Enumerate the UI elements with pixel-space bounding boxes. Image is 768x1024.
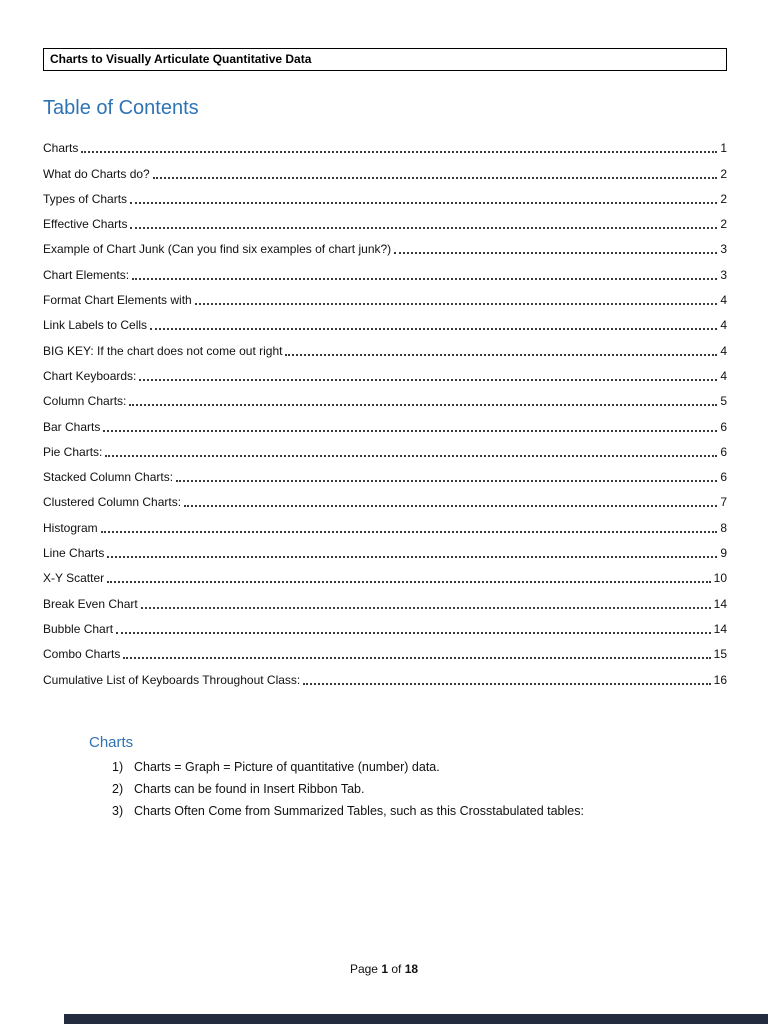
toc-entry[interactable] bbox=[43, 182, 727, 207]
toc-entry[interactable] bbox=[43, 586, 727, 611]
toc-entry[interactable] bbox=[43, 156, 727, 181]
toc-entry-label: BIG KEY: If the chart does not come out right bbox=[43, 343, 283, 358]
toc-entry-label: Link Labels to Cells bbox=[43, 318, 148, 333]
list-item-text: Charts can be found in Insert Ribbon Tab. bbox=[134, 781, 365, 796]
toc-entry[interactable] bbox=[43, 536, 727, 561]
toc-entry-label: Bar Charts bbox=[43, 419, 101, 434]
page-footer bbox=[0, 962, 768, 976]
toc-entry[interactable] bbox=[43, 359, 727, 384]
list-item bbox=[112, 804, 727, 818]
toc-entry[interactable] bbox=[43, 308, 727, 333]
viewer-bottom-bar bbox=[64, 1014, 768, 1024]
toc-entry-page: 6 bbox=[720, 444, 727, 459]
toc-entry-page: 9 bbox=[720, 546, 727, 561]
toc-dot-leader bbox=[81, 151, 717, 153]
toc-dot-leader bbox=[116, 632, 711, 634]
toc-entry-label: Types of Charts bbox=[43, 191, 128, 206]
toc-entry-page: 7 bbox=[720, 495, 727, 510]
toc-entry[interactable] bbox=[43, 207, 727, 232]
toc-dot-leader bbox=[150, 328, 717, 330]
toc-dot-leader bbox=[101, 531, 718, 533]
footer-total-pages: 18 bbox=[404, 962, 419, 976]
toc-entry-page: 6 bbox=[720, 470, 727, 485]
toc-entry[interactable] bbox=[43, 384, 727, 409]
toc-entry-label: Cumulative List of Keyboards Throughout Class: bbox=[43, 672, 301, 687]
toc-entry-label: Combo Charts bbox=[43, 647, 121, 662]
document-title: Charts to Visually Articulate Quantitative Data bbox=[50, 52, 312, 66]
toc-dot-leader bbox=[105, 455, 717, 457]
toc-entry-page: 3 bbox=[720, 267, 727, 282]
toc-entry[interactable] bbox=[43, 662, 727, 687]
list-item-text: Charts = Graph = Picture of quantitative (number) data. bbox=[134, 759, 440, 774]
toc-entry-label: Charts bbox=[43, 141, 79, 156]
toc-entry-label: Example of Chart Junk (Can you find six examples of chart junk?) bbox=[43, 242, 392, 257]
toc-entry-page: 1 bbox=[720, 141, 727, 156]
toc-entry-page: 10 bbox=[713, 571, 727, 586]
toc-dot-leader bbox=[303, 683, 710, 685]
table-of-contents bbox=[43, 131, 727, 688]
toc-dot-leader bbox=[141, 607, 711, 609]
toc-entry-page: 16 bbox=[713, 672, 727, 687]
toc-entry-label: What do Charts do? bbox=[43, 166, 150, 181]
toc-entry-page: 3 bbox=[720, 242, 727, 257]
toc-entry[interactable] bbox=[43, 409, 727, 434]
toc-dot-leader bbox=[184, 505, 717, 507]
toc-dot-leader bbox=[103, 430, 717, 432]
toc-entry[interactable] bbox=[43, 485, 727, 510]
toc-entry-page: 8 bbox=[720, 520, 727, 535]
toc-dot-leader bbox=[132, 278, 717, 280]
toc-dot-leader bbox=[285, 354, 717, 356]
footer-page-word: Page bbox=[349, 962, 382, 976]
toc-entry-page: 15 bbox=[713, 647, 727, 662]
toc-dot-leader bbox=[130, 202, 717, 204]
toc-heading: Table of Contents bbox=[43, 97, 199, 119]
toc-dot-leader bbox=[195, 303, 718, 305]
toc-entry-label: Histogram bbox=[43, 520, 98, 535]
document-title-box bbox=[43, 48, 727, 71]
charts-numbered-list bbox=[43, 760, 727, 818]
toc-entry-page: 14 bbox=[713, 621, 727, 636]
toc-entry-label: Stacked Column Charts: bbox=[43, 470, 174, 485]
toc-entry-label: Format Chart Elements with bbox=[43, 293, 192, 308]
toc-entry-label: Chart Keyboards: bbox=[43, 368, 137, 383]
toc-entry-page: 5 bbox=[720, 394, 727, 409]
footer-current-page: 1 bbox=[381, 962, 388, 976]
toc-dot-leader bbox=[139, 379, 717, 381]
toc-entry-page: 4 bbox=[720, 343, 727, 358]
section-heading-charts: Charts bbox=[89, 733, 134, 751]
toc-entry-page: 2 bbox=[720, 166, 727, 181]
toc-entry-page: 14 bbox=[713, 596, 727, 611]
list-item-number: 2) bbox=[112, 781, 124, 796]
toc-entry[interactable] bbox=[43, 612, 727, 637]
toc-entry-label: Clustered Column Charts: bbox=[43, 495, 182, 510]
footer-of-word: of bbox=[388, 962, 405, 976]
toc-entry-label: X-Y Scatter bbox=[43, 571, 105, 586]
toc-dot-leader bbox=[130, 227, 717, 229]
toc-entry-label: Line Charts bbox=[43, 546, 105, 561]
toc-dot-leader bbox=[394, 252, 717, 254]
toc-entry[interactable] bbox=[43, 257, 727, 282]
toc-entry-label: Column Charts: bbox=[43, 394, 127, 409]
toc-entry-page: 4 bbox=[720, 368, 727, 383]
list-item-text: Charts Often Come from Summarized Tables, such as this Crosstabulated tables: bbox=[134, 803, 584, 818]
toc-entry-page: 2 bbox=[720, 191, 727, 206]
toc-entry[interactable] bbox=[43, 131, 727, 156]
toc-entry-page: 2 bbox=[720, 217, 727, 232]
toc-entry[interactable] bbox=[43, 637, 727, 662]
toc-entry-label: Pie Charts: bbox=[43, 444, 103, 459]
toc-dot-leader bbox=[107, 581, 711, 583]
toc-entry[interactable] bbox=[43, 333, 727, 358]
list-item bbox=[112, 760, 727, 774]
toc-entry-label: Break Even Chart bbox=[43, 596, 138, 611]
toc-dot-leader bbox=[129, 404, 717, 406]
toc-dot-leader bbox=[123, 657, 710, 659]
toc-entry[interactable] bbox=[43, 561, 727, 586]
toc-entry-label: Effective Charts bbox=[43, 217, 128, 232]
toc-entry[interactable] bbox=[43, 435, 727, 460]
toc-entry[interactable] bbox=[43, 232, 727, 257]
list-item-number: 1) bbox=[112, 759, 124, 774]
toc-entry-page: 4 bbox=[720, 318, 727, 333]
toc-dot-leader bbox=[176, 480, 717, 482]
toc-entry[interactable] bbox=[43, 510, 727, 535]
toc-entry-page: 6 bbox=[720, 419, 727, 434]
list-item-number: 3) bbox=[112, 803, 124, 818]
list-item bbox=[112, 782, 727, 796]
toc-entry-label: Bubble Chart bbox=[43, 621, 114, 636]
toc-entry-label: Chart Elements: bbox=[43, 267, 130, 282]
toc-entry[interactable] bbox=[43, 460, 727, 485]
toc-dot-leader bbox=[153, 177, 718, 179]
toc-dot-leader bbox=[107, 556, 717, 558]
toc-entry-page: 4 bbox=[720, 293, 727, 308]
toc-entry[interactable] bbox=[43, 283, 727, 308]
